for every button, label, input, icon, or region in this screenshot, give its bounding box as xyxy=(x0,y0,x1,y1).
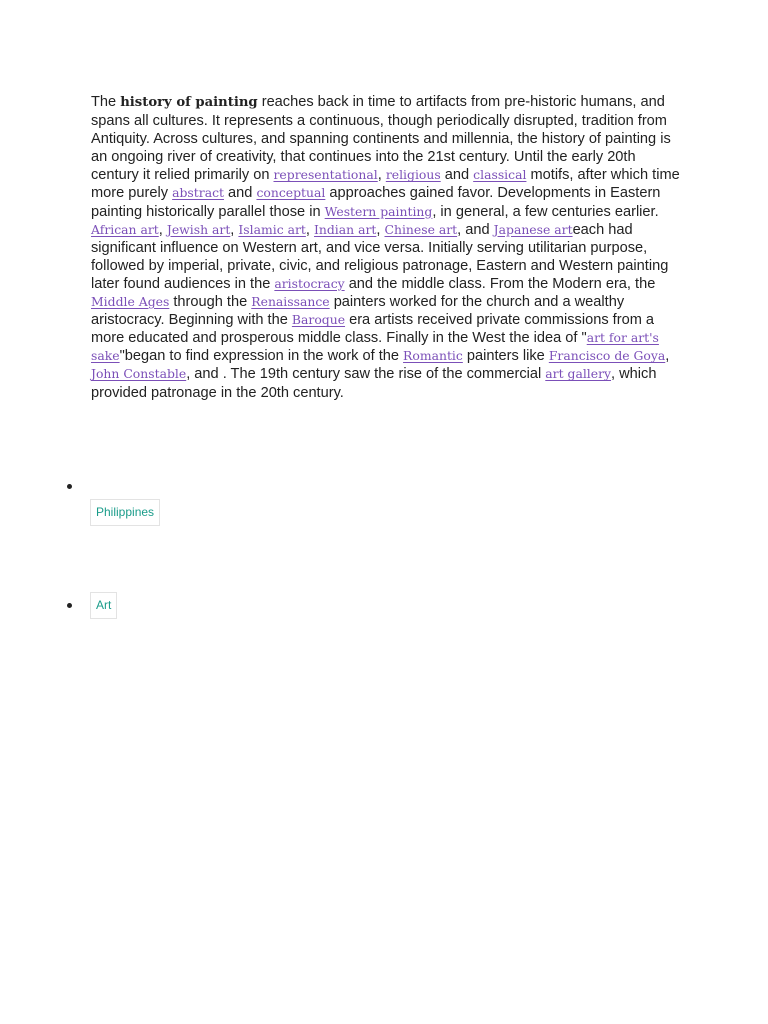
link-classical[interactable]: classical xyxy=(473,167,527,183)
text-segment: and xyxy=(224,185,257,202)
text-segment: , xyxy=(230,221,239,238)
bullet-icon xyxy=(67,484,72,489)
text-segment: The xyxy=(91,94,121,110)
link-john-constable[interactable]: John Constable xyxy=(91,366,187,382)
text-segment: era artists received private commissions from a more educated and prosperous middle class. Finally in the West the idea of " xyxy=(91,312,655,347)
link-art-gallery[interactable]: art gallery xyxy=(545,366,612,382)
text-segment: and the middle class. From the Modern era, the xyxy=(344,275,656,292)
text-segment: , xyxy=(376,221,385,238)
text-segment: painters worked for the church and a wealthy aristocracy. Beginning with the xyxy=(91,294,625,329)
text-segment: , xyxy=(665,348,670,365)
link-conceptual[interactable]: conceptual xyxy=(256,185,326,201)
text-segment: reaches back in time to artifacts from pre-historic humans, and spans all cultures. It represents a continuous, though periodically disrupted, tradition from Antiquity. Across cultures, and spanning continents and millennia, the history of painting is an ongoing river of creativity, that continues into the 21st century. Until the early 20th century it relied primarily on xyxy=(91,94,671,184)
text-segment: motifs, after which time more purely xyxy=(91,167,680,202)
link-art-for-arts-sake[interactable]: art for art's sake xyxy=(91,330,659,364)
link-romantic[interactable]: Romantic xyxy=(403,348,463,364)
link-chinese-art[interactable]: Chinese art xyxy=(384,221,458,237)
text-segment: each had significant influence on Western art, and vice versa. Initially serving utilitarian purpose, followed by imperial, private, civic, and religious patronage, Eastern and Western painting later found audiences in the xyxy=(91,221,669,292)
text-segment: approaches gained favor. Developments in Eastern painting historically parallel those in xyxy=(91,185,661,220)
link-francisco-de-goya[interactable]: Francisco de Goya xyxy=(548,348,666,364)
link-abstract[interactable]: abstract xyxy=(172,185,224,201)
link-religious[interactable]: religious xyxy=(385,167,441,183)
text-segment: "began to find expression in the work of the xyxy=(119,348,404,365)
text-segment: painters like xyxy=(462,348,549,365)
bold-term: history of painting xyxy=(120,95,258,110)
link-african-art[interactable]: African art xyxy=(91,221,159,237)
text-segment: and xyxy=(440,167,474,184)
link-representational[interactable]: representational xyxy=(273,167,378,183)
link-middle-ages[interactable]: Middle Ages xyxy=(91,294,170,310)
link-baroque[interactable]: Baroque xyxy=(291,312,346,328)
link-islamic-art[interactable]: Islamic art xyxy=(238,221,306,237)
link-indian-art[interactable]: Indian art xyxy=(314,221,377,237)
bullet-icon xyxy=(67,603,72,608)
text-segment: , xyxy=(158,221,167,238)
tag-philippines[interactable]: Philippines xyxy=(90,499,160,526)
text-segment: , in general, a few centuries earlier. xyxy=(432,203,659,220)
link-western-painting[interactable]: Western painting xyxy=(324,203,433,219)
text-segment: , which provided patronage in the 20th century. xyxy=(91,366,657,401)
text-segment: , xyxy=(305,221,314,238)
text-segment: , and xyxy=(457,221,494,238)
text-segment: , xyxy=(377,167,386,184)
link-aristocracy[interactable]: aristocracy xyxy=(274,275,345,291)
article-paragraph xyxy=(91,93,681,402)
link-renaissance[interactable]: Renaissance xyxy=(251,294,330,310)
link-jewish-art[interactable]: Jewish art xyxy=(166,221,231,237)
text-segment: , and . The 19th century saw the rise of the commercial xyxy=(186,366,546,383)
text-segment: through the xyxy=(169,294,252,311)
link-japanese-art[interactable]: Japanese art xyxy=(493,221,573,237)
tag-art[interactable]: Art xyxy=(90,592,117,619)
